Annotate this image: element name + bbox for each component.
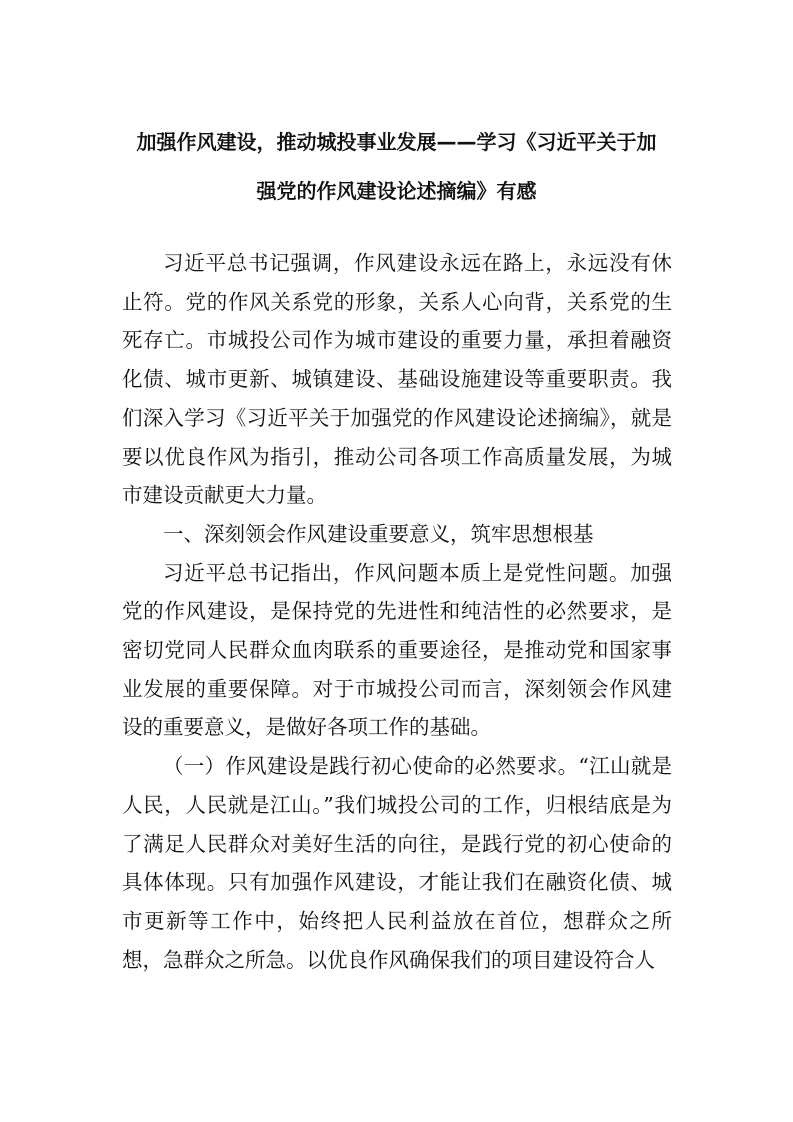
section-heading: 一、深刻领会作风建设重要意义，筑牢思想根基: [163, 521, 594, 546]
subsection-paragraph: （一）作风建设是践行初心使命的必然要求。“江山就是人民，人民就是江山。”我们城投公司的工作，归根结底是为了满足人民群众对美好生活的向往，是践行党的初心使命的具体体现。只有加强作风建设，才能让我们在融资化债、城市更新等工作中，始终把人民利益放在首位，想群众之所想，急群众之所急。以优良作风确保我们的项目建设符合人: [122, 754, 672, 972]
document-title-line-2: 强党的作风建设论述摘编》有感: [256, 179, 537, 203]
document-title-line-1: 加强作风建设，推动城投事业发展——学习《习近平关于加: [136, 130, 657, 154]
body-paragraph: 习近平总书记强调，作风建设永远在路上，永远没有休止符。党的作风关系党的形象，关系人心向背，关系党的生死存亡。市城投公司作为城市建设的重要力量，承担着融资化债、城市更新、城镇建设、基础设施建设等重要职责。我们深入学习《习近平关于加强党的作风建设论述摘编》，就是要以优良作风为指引，推动公司各项工作高质量发展，为城市建设贡献更大力量。: [122, 251, 672, 508]
document-body: [122, 244, 672, 979]
body-paragraph: 习近平总书记指出，作风问题本质上是党性问题。加强党的作风建设，是保持党的先进性和纯洁性的必然要求，是密切党同人民群众血肉联系的重要途径，是推动党和国家事业发展的重要保障。对于市城投公司而言，深刻领会作风建设的重要意义，是做好各项工作的基础。: [122, 560, 672, 740]
